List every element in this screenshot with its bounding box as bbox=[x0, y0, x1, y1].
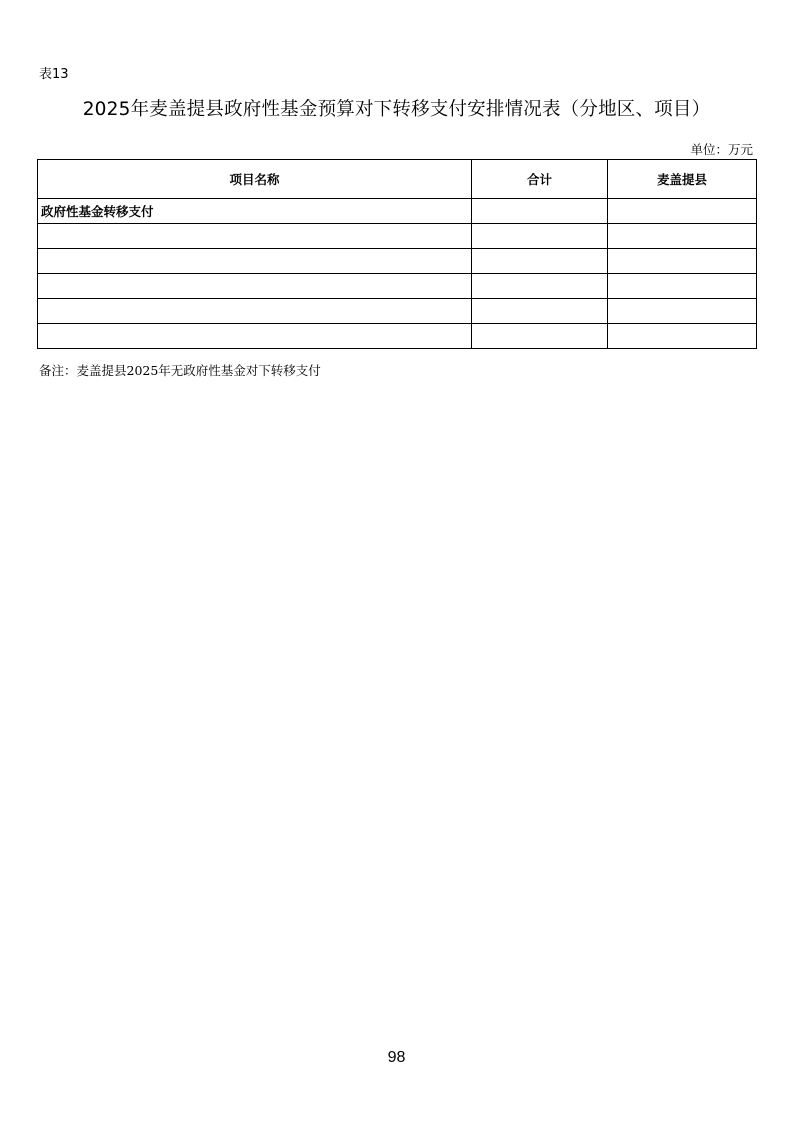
header-region: 麦盖提县 bbox=[608, 160, 757, 199]
header-total: 合计 bbox=[472, 160, 608, 199]
table-row bbox=[38, 324, 757, 349]
cell-item-name bbox=[38, 274, 472, 299]
allocation-table bbox=[37, 159, 757, 349]
table-row bbox=[38, 299, 757, 324]
cell-total bbox=[472, 324, 608, 349]
table-row bbox=[38, 274, 757, 299]
table-row bbox=[38, 249, 757, 274]
cell-region bbox=[608, 324, 757, 349]
cell-region bbox=[608, 199, 757, 224]
cell-item-name bbox=[38, 324, 472, 349]
cell-region bbox=[608, 224, 757, 249]
cell-total bbox=[472, 224, 608, 249]
cell-item-name bbox=[38, 249, 472, 274]
unit-label: 单位：万元 bbox=[690, 142, 753, 157]
cell-item-name bbox=[38, 224, 472, 249]
document-title: 2025年麦盖提县政府性基金预算对下转移支付安排情况表（分地区、项目） bbox=[82, 99, 711, 120]
footnote: 备注：麦盖提县2025年无政府性基金对下转移支付 bbox=[39, 363, 321, 378]
cell-item-name bbox=[38, 299, 472, 324]
cell-region bbox=[608, 274, 757, 299]
cell-region bbox=[608, 299, 757, 324]
page-number: 98 bbox=[387, 1049, 406, 1066]
header-item-name: 项目名称 bbox=[38, 160, 472, 199]
cell-total bbox=[472, 299, 608, 324]
cell-item-name: 政府性基金转移支付 bbox=[38, 199, 472, 224]
table-row bbox=[38, 224, 757, 249]
cell-total bbox=[472, 199, 608, 224]
cell-region bbox=[608, 249, 757, 274]
cell-total bbox=[472, 249, 608, 274]
table-header-row bbox=[38, 160, 757, 199]
table-label: 表13 bbox=[39, 67, 69, 82]
table-row bbox=[38, 199, 757, 224]
cell-total bbox=[472, 274, 608, 299]
